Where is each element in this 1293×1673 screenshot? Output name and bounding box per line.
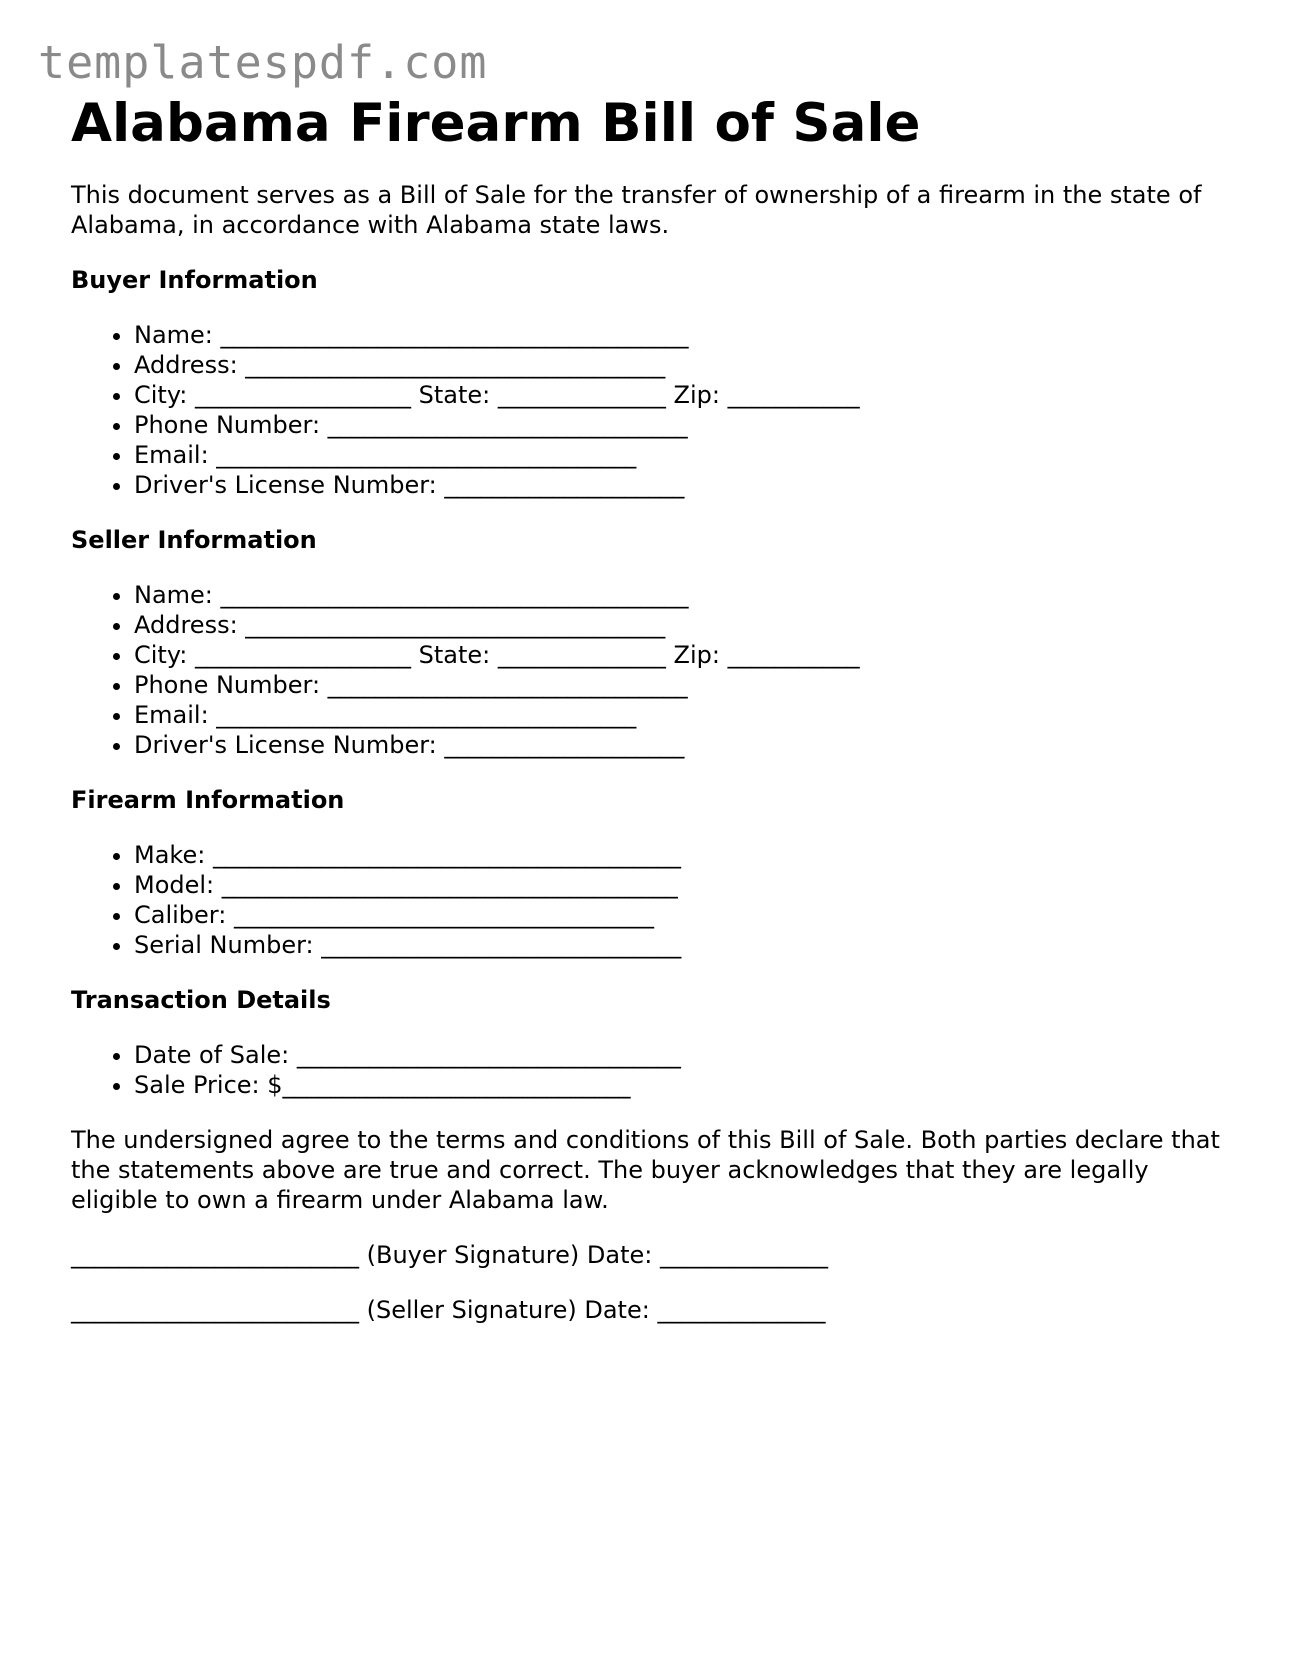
buyer-signature-line: ________________________ (Buyer Signature) Date: ______________ xyxy=(71,1241,828,1269)
buyer-name-field: • Name: _______________________________________ xyxy=(134,320,1231,350)
seller-name-field: • Name: _______________________________________ xyxy=(134,580,1231,610)
seller-license-field: • Driver's License Number: ____________________ xyxy=(134,730,1231,760)
buyer-email-field: • Email: ___________________________________ xyxy=(134,440,1231,470)
firearm-heading: Firearm Information xyxy=(71,786,345,814)
watermark: templatespdf.com xyxy=(38,36,488,89)
buyer-license-field: • Driver's License Number: ____________________ xyxy=(134,470,1231,500)
transaction-heading: Transaction Details xyxy=(71,986,331,1014)
buyer-heading: Buyer Information xyxy=(71,266,318,294)
buyer-info-list xyxy=(71,320,1231,500)
closing-paragraph: The undersigned agree to the terms and conditions of this Bill of Sale. Both parties declare that the statements above are true and correct. The buyer acknowledges that they are legally eligible to own a firearm under Alabama law. xyxy=(71,1126,1220,1214)
seller-email-field: • Email: ___________________________________ xyxy=(134,700,1231,730)
buyer-city-state-zip-field: • City: __________________ State: ______________ Zip: ___________ xyxy=(134,380,1231,410)
buyer-phone-field: • Phone Number: ______________________________ xyxy=(134,410,1231,440)
firearm-info-list xyxy=(71,840,1231,960)
transaction-info-list xyxy=(71,1040,1231,1100)
seller-address-field: • Address: ___________________________________ xyxy=(134,610,1231,640)
buyer-address-field: • Address: ___________________________________ xyxy=(134,350,1231,380)
page-title: Alabama Firearm Bill of Sale xyxy=(71,93,921,154)
firearm-serial-field: • Serial Number: ______________________________ xyxy=(134,930,1231,960)
document-body xyxy=(71,92,1231,1325)
intro-paragraph: This document serves as a Bill of Sale for the transfer of ownership of a firearm in the state of Alabama, in accordance with Alabama state laws. xyxy=(71,181,1202,239)
firearm-caliber-field: • Caliber: ___________________________________ xyxy=(134,900,1231,930)
seller-city-state-zip-field: • City: __________________ State: ______________ Zip: ___________ xyxy=(134,640,1231,670)
firearm-model-field: • Model: ______________________________________ xyxy=(134,870,1231,900)
sale-price-field: • Sale Price: $_____________________________ xyxy=(134,1070,1231,1100)
seller-phone-field: • Phone Number: ______________________________ xyxy=(134,670,1231,700)
sale-date-field: • Date of Sale: ________________________________ xyxy=(134,1040,1231,1070)
seller-heading: Seller Information xyxy=(71,526,317,554)
seller-signature-line: ________________________ (Seller Signature) Date: ______________ xyxy=(71,1296,826,1324)
firearm-make-field: • Make: _______________________________________ xyxy=(134,840,1231,870)
seller-info-list xyxy=(71,580,1231,760)
